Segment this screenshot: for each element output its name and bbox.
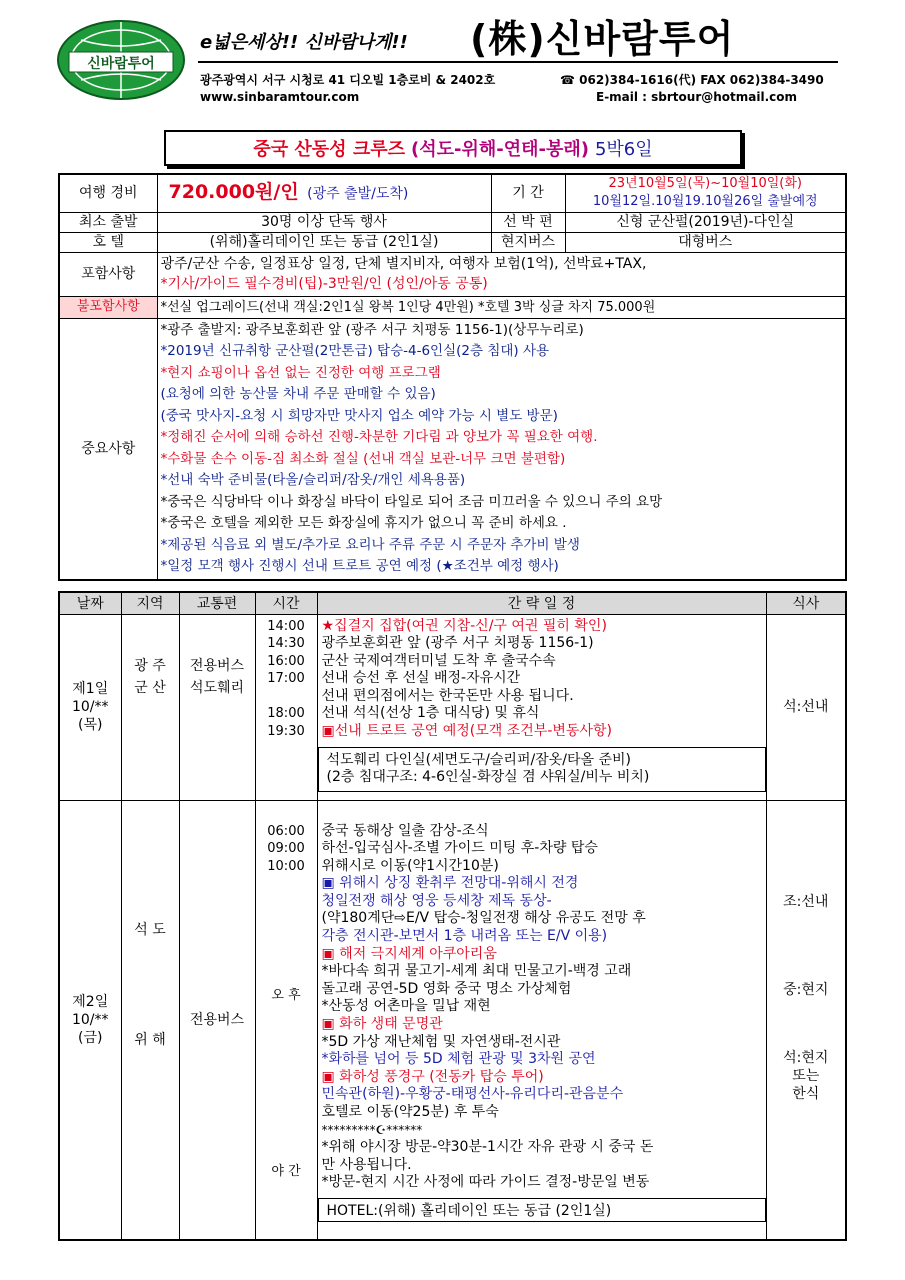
- excluded-label: 불포함사항: [59, 296, 157, 318]
- bus-value: 대형버스: [565, 232, 846, 252]
- itinerary-line: *바다속 희귀 물고기-세계 최대 민물고기-백경 고래: [321, 963, 632, 980]
- itinerary-line: 선내 편의점에서는 한국돈만 사용 됩니다.: [321, 687, 574, 704]
- itinerary-divider: *********☪******: [321, 1122, 423, 1137]
- day1-times: [255, 614, 317, 800]
- included-cell: [157, 252, 846, 296]
- day-date: 10/**: [71, 1011, 109, 1028]
- note-item: (중국 맛사지-요청 시 희망자만 맛사지 업소 예약 가능 시 별도 방문): [160, 407, 558, 424]
- period-label: 기 간: [491, 174, 565, 212]
- period-cell: [565, 174, 846, 212]
- day2-hotel-box: HOTEL:(위해) 홀리데이인 또는 동급 (2인1실): [318, 1198, 766, 1222]
- tour-info-table: [58, 173, 847, 581]
- time-slot: 17:00: [267, 671, 305, 687]
- day-weekday: (금): [78, 1029, 103, 1046]
- transport-name: 전용버스: [189, 657, 245, 674]
- day1-region: [121, 614, 179, 800]
- region-name: 석 도: [134, 921, 166, 938]
- included-line: 광주/군산 수송, 일정표상 일정, 단체 별지비자, 여행자 보험(1억), 선박료+TAX,: [160, 256, 647, 272]
- hotel-line: 석도훼리 다인실(세면도구/슬리퍼/잠옷/타올 준비): [326, 751, 631, 768]
- time-slot: 야 간: [271, 1163, 301, 1179]
- title-duration: 5박6일: [594, 139, 653, 160]
- title-route: (석도-위해-연태-봉래): [410, 139, 589, 160]
- note-item: *선내 숙박 준비물(타올/슬리퍼/잠옷/개인 세욕용품): [160, 472, 466, 488]
- price-value: 720.000원/인: [168, 181, 299, 204]
- price-label: 여행 경비: [59, 174, 157, 212]
- itinerary-line: ▣ 화하 생태 문명관: [321, 1016, 443, 1033]
- itinerary-line: 민속관(하원)-우황궁-태평선사-유리다리-관음분수: [321, 1086, 624, 1103]
- notes-label: 중요사항: [59, 318, 157, 580]
- itinerary-line: ▣ 해저 극지세계 아쿠아리움: [321, 945, 497, 962]
- meal-breakfast: 조:선내: [783, 893, 829, 910]
- company-address: 광주광역시 서구 시청로 41 디오빌 1층로비 & 2402호: [200, 73, 496, 87]
- itinerary-line: *5D 가상 재난체험 및 자연생태-전시관: [321, 1033, 561, 1050]
- itinerary-line: ▣ 화하성 풍경구 (전동카 탑승 투어): [321, 1068, 544, 1085]
- hotel-value: (위해)홀리데이인 또는 동급 (2인1실): [157, 232, 491, 252]
- note-item: *현지 쇼핑이나 옵션 없는 진정한 여행 프로그램: [160, 364, 441, 381]
- itinerary-line: ▣선내 트로트 공연 예정(모객 조건부-변동사항): [321, 723, 612, 740]
- col-header-itinerary: 간 략 일 정: [317, 592, 766, 614]
- region-name: 위 해: [134, 1031, 166, 1048]
- col-header-meal: 식사: [766, 592, 846, 614]
- notes-cell: [157, 318, 846, 580]
- note-item: *제공된 식음료 외 별도/추가로 요리나 주류 주문 시 주문자 추가비 발생: [160, 536, 580, 553]
- day2-times: [255, 800, 317, 1240]
- itinerary-line: (약180계단⇨E/V 탑승-청일전쟁 해상 유공도 전망 후: [321, 910, 646, 927]
- time-slot: 09:00: [267, 841, 305, 857]
- col-header-transport: 교통편: [179, 592, 255, 614]
- time-slot: 06:00: [267, 823, 305, 839]
- region-name: 광 주: [134, 657, 166, 674]
- itinerary-line: ▣ 위해시 상징 환취루 전망대-위해시 전경: [321, 875, 579, 892]
- time-slot: 16:00: [267, 653, 305, 669]
- col-header-time: 시간: [255, 592, 317, 614]
- itinerary-line: 선내 석식(선상 1층 대식당) 및 휴식: [321, 705, 540, 722]
- company-email[interactable]: E-mail : sbrtour@hotmail.com: [596, 90, 798, 104]
- note-item: (요청에 의한 농산물 차내 주문 판매할 수 있음): [160, 386, 436, 402]
- time-slot: 10:00: [267, 858, 305, 874]
- itinerary-line: 하선-입국심사-조별 가이드 미팅 후-차량 탑승: [321, 840, 598, 857]
- period-line1: 23년10월5일(목)~10월10일(화): [608, 176, 803, 192]
- tour-title: [164, 130, 742, 166]
- day2-itinerary: [317, 800, 766, 1240]
- day1-date: [59, 614, 121, 800]
- note-item: *중국은 식당바닥 이나 화장실 바닥이 타일로 되어 조금 미끄러울 수 있으니 주의 요망: [160, 493, 663, 510]
- company-phone: ☎ 062)384-1616(代) FAX 062)384-3490: [560, 73, 824, 87]
- time-slot: 14:30: [267, 636, 305, 652]
- hotel-line: (2층 침대구조: 4-6인실-화장실 겸 샤워실/비누 비치): [326, 769, 650, 786]
- company-logo: [55, 18, 187, 102]
- day2-meals: [766, 800, 846, 1240]
- meal-dinner: 석:현지: [783, 1049, 829, 1066]
- hotel-label: 호 텔: [59, 232, 157, 252]
- day-number: 제2일: [72, 993, 109, 1010]
- itinerary-line: 광주보훈회관 앞 (광주 서구 치평동 1156-1): [321, 635, 594, 652]
- day2-region: [121, 800, 179, 1240]
- ship-label: 선 박 편: [491, 212, 565, 232]
- col-header-date: 날짜: [59, 592, 121, 614]
- included-label: 포함사항: [59, 252, 157, 296]
- meal-lunch: 중:현지: [783, 981, 829, 998]
- day-weekday: (목): [78, 717, 103, 733]
- itinerary-line: 각층 전시관-보면서 1층 내려옴 또는 E/V 이용): [321, 928, 608, 945]
- price-cell: [157, 174, 491, 212]
- note-item: *수화물 손수 이동-짐 최소화 절실 (선내 객실 보관-너무 크면 불편함): [160, 450, 566, 467]
- time-slot: [256, 688, 317, 706]
- day1-hotel-box: [318, 747, 766, 792]
- day1-itinerary: [317, 614, 766, 800]
- note-item: *광주 출발지: 광주보훈회관 앞 (광주 서구 치평동 1156-1)(상무누리로): [160, 321, 584, 338]
- min-label: 최소 출발: [59, 212, 157, 232]
- time-slot: 18:00: [267, 706, 305, 722]
- itinerary-line: ★집결지 집합(여권 지참-신/구 여권 필히 확인): [321, 617, 607, 634]
- col-header-region: 지역: [121, 592, 179, 614]
- company-name: (株)신바람투어: [470, 17, 735, 61]
- itinerary-line: 선내 승선 후 선실 배정-자유시간: [321, 670, 521, 687]
- title-main: 중국 산동성 크루즈: [253, 139, 405, 160]
- period-line2: 10월12일.10월19.10월26일 출발예정: [592, 194, 818, 210]
- itinerary-line: *방문-현지 시간 사정에 따라 가이드 결정-방문일 변동: [321, 1174, 650, 1191]
- itinerary-line: *산동성 어촌마을 밀납 재현: [321, 998, 491, 1015]
- price-note: (광주 출발/도착): [307, 186, 409, 203]
- time-slot: 14:00: [267, 618, 305, 634]
- itinerary-line: 청일전쟁 해상 영웅 등세창 제독 동상-: [321, 892, 552, 909]
- day2-transport: 전용버스: [179, 800, 255, 1240]
- day-row: [59, 614, 846, 800]
- itinerary-line: 중국 동해상 일출 감상-조식: [321, 822, 489, 839]
- note-item: *2019년 신규취항 군산펄(2만톤급) 탑승-4-6인실(2층 침대) 사용: [160, 343, 550, 359]
- day1-meal: 석:선내: [766, 614, 846, 800]
- included-line: *기사/가이드 필수경비(팁)-3만원/인 (성인/아동 공통): [160, 276, 488, 292]
- bus-label: 현지버스: [491, 232, 565, 252]
- note-item: *정해진 순서에 의해 승하선 진행-차분한 기다림 과 양보가 꼭 필요한 여행.: [160, 429, 598, 445]
- itinerary-line: *화하를 넘어 등 5D 체험 관광 및 3차원 공연: [321, 1051, 596, 1068]
- itinerary-line: 돌고래 공연-5D 영화 중국 명소 가상체험: [321, 980, 572, 997]
- logo-text: 신바람투어: [87, 56, 155, 72]
- ship-value: 신형 군산펄(2019년)-다인실: [565, 212, 846, 232]
- time-slot: 19:30: [267, 724, 305, 740]
- time-slot: 오 후: [271, 988, 301, 1004]
- meal-dinner-or: 또는: [792, 1067, 820, 1084]
- note-item: *일정 모객 행사 진행시 선내 트로트 공연 예정 (★조건부 예정 행사): [160, 558, 559, 574]
- day-date: 10/**: [71, 699, 109, 715]
- itinerary-line: *위해 야시장 방문-약30분-1시간 자유 관광 시 중국 돈: [321, 1139, 654, 1156]
- slogan: e넓은세상!! 신바람나게!!: [200, 32, 408, 53]
- schedule-table: [58, 591, 847, 1241]
- min-value: 30명 이상 단독 행사: [157, 212, 491, 232]
- day2-date: [59, 800, 121, 1240]
- day-row: [59, 800, 846, 1240]
- itinerary-line: 위해시로 이동(약1시간10분): [321, 857, 499, 874]
- itinerary-line: 만 사용됩니다.: [321, 1156, 412, 1173]
- company-website[interactable]: www.sinbaramtour.com: [200, 90, 360, 104]
- meal-dinner-alt: 한식: [792, 1085, 820, 1102]
- day-number: 제1일: [72, 681, 109, 697]
- region-name: 군 산: [134, 679, 166, 696]
- excluded-value: *선실 업그레이드(선내 객실:2인1실 왕복 1인당 4만원) *호텔 3박 싱글 차지 75.000원: [157, 296, 846, 318]
- day1-transport: [179, 614, 255, 800]
- header-divider: [198, 61, 838, 63]
- itinerary-line: 호텔로 이동(약25분) 후 투숙: [321, 1104, 499, 1120]
- note-item: *중국은 호텔을 제외한 모든 화장실에 휴지가 없으니 꼭 준비 하세요 .: [160, 515, 567, 531]
- transport-name: 석도훼리: [189, 679, 245, 696]
- itinerary-line: 군산 국제여객터미널 도착 후 출국수속: [321, 652, 556, 669]
